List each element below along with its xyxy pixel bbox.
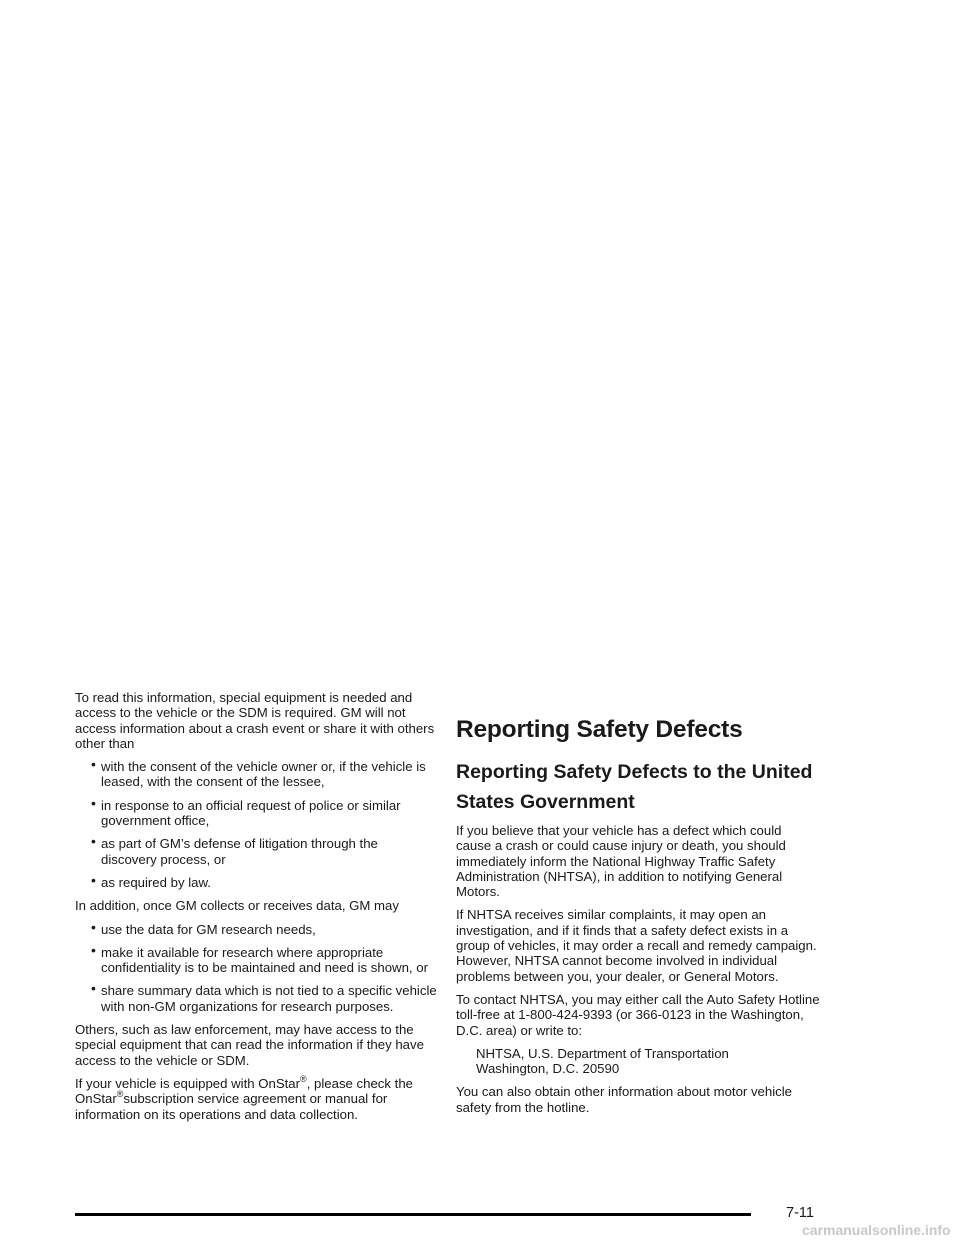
onstar-text-3: subscription service agreement or manual for information on its operations and data collection. xyxy=(75,1091,388,1122)
list-item: • use the data for GM research needs, xyxy=(75,922,437,937)
list-item: • in response to an official request of police or similar government office, xyxy=(75,798,437,829)
registered-mark: ® xyxy=(116,1089,124,1100)
intro-paragraph: To read this information, special equipment is needed and access to the vehicle or the SDM is required. GM will not access information about a crash event or share it with others other than xyxy=(75,690,435,751)
list-item: • share summary data which is not tied to a specific vehicle with non-GM organizations for research purposes. xyxy=(75,983,437,1014)
right-column xyxy=(456,690,820,1123)
left-column xyxy=(75,690,437,1130)
contact-paragraph: To contact NHTSA, you may either call the Auto Safety Hotline toll-free at 1-800-424-9393 (or 366-0123 in the Washington, D.C. area) or write to: xyxy=(456,991,820,1038)
address-line: Washington, D.C. 20590 xyxy=(476,1061,620,1077)
addition-paragraph: In addition, once GM collects or receives data, GM may xyxy=(75,898,399,914)
list-item: • make it available for research where appropriate confidentiality is to be maintained and need is shown, or xyxy=(75,945,437,976)
others-paragraph: Others, such as law enforcement, may have access to the special equipment that can read the information if they have access to the vehicle or SDM. xyxy=(75,1022,424,1068)
section-heading: Reporting Safety Defects xyxy=(456,716,743,743)
page-number: 7-11 xyxy=(786,1205,814,1221)
address-line: NHTSA, U.S. Department of Transportation xyxy=(476,1045,729,1061)
onstar-text-2: , please check the OnStar xyxy=(75,1075,413,1107)
consent-list xyxy=(75,759,437,890)
investigation-paragraph: If NHTSA receives similar complaints, it may open an investigation, and if it finds that a safety defect exists in a group of vehicles, it may order a recall and remedy campaign. However, NHTSA cannot become involved in individual problems between you, your dealer, or General Motors. xyxy=(456,907,817,984)
defect-paragraph: If you believe that your vehicle has a defect which could cause a crash or could cause injury or death, you should immediately inform the National Highway Traffic Safety Administration (NHTSA), in addition to notifying General Motors. xyxy=(456,823,786,900)
footer-rule xyxy=(75,1213,751,1216)
onstar-paragraph xyxy=(75,1073,437,1122)
list-item: • with the consent of the vehicle owner or, if the vehicle is leased, with the consent of the lessee, xyxy=(75,759,437,790)
data-use-list xyxy=(75,922,437,1014)
mailing-address xyxy=(456,1046,820,1077)
onstar-text-1: If your vehicle is equipped with OnStar xyxy=(75,1075,301,1091)
watermark-text: carmanualsonline.info xyxy=(802,1222,951,1238)
subsection-heading: Reporting Safety Defects to the United States Government xyxy=(456,761,813,813)
hotline-paragraph: You can also obtain other information about motor vehicle safety from the hotline. xyxy=(456,1084,793,1115)
list-item: • as required by law. xyxy=(75,875,437,890)
registered-mark: ® xyxy=(300,1073,307,1084)
list-item: • as part of GM’s defense of litigation through the discovery process, or xyxy=(75,836,437,867)
